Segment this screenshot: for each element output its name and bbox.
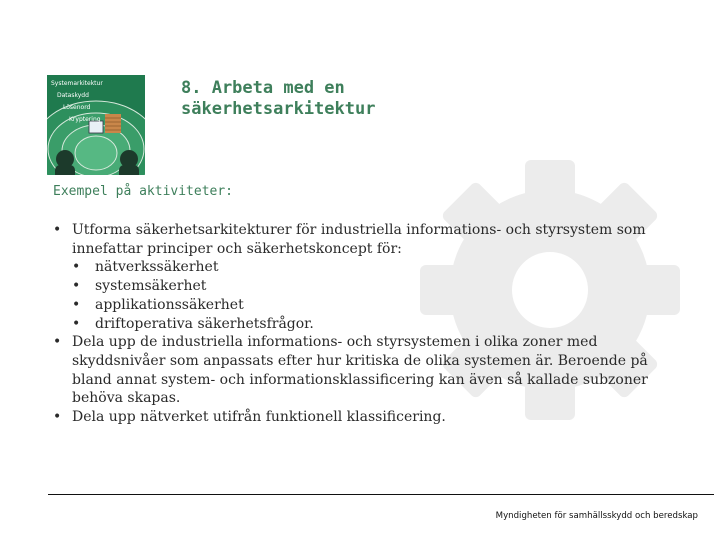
slide-title-line2: säkerhetsarkitektur	[181, 99, 376, 119]
footer-divider	[48, 494, 714, 495]
activities-subheading: Exempel på aktiviteter:	[53, 184, 234, 199]
footer-agency-name: Myndigheten för samhällsskydd och beredskap	[495, 511, 698, 521]
ring-label: Systemarkitektur	[51, 80, 103, 87]
ring-label: Lösenord	[63, 104, 91, 111]
security-concept-item: • driftoperativa säkerhetsfrågor.	[72, 315, 673, 334]
security-concept-item: • systemsäkerhet	[72, 277, 673, 296]
activity-item: • Dela upp de industriella informations- och styrsystemen i olika zoner med skyddsnivåer som anpassats efter hur kritiska de olika systemen är. Beroende på bland annat system- och informationsklassificering kan även så kallade subzoner behöva skapas.	[53, 333, 673, 408]
slide-title	[181, 78, 481, 120]
activity-item-text: Utforma säkerhetsarkitekturer för industriella informations- och styrsystem som innefattar principer och säkerhetskoncept för:	[72, 222, 646, 257]
activity-item: • Dela upp nätverket utifrån funktionell klassificering.	[53, 408, 673, 427]
activity-item	[53, 221, 673, 333]
security-layers-thumbnail	[47, 75, 145, 175]
security-concept-item: • applikationssäkerhet	[72, 296, 673, 315]
security-concept-item: • nätverkssäkerhet	[72, 258, 673, 277]
ring-label: Kryptering	[69, 116, 101, 123]
activities-content	[53, 221, 673, 427]
ring-label: Dataskydd	[57, 92, 89, 99]
slide-title-line1: 8. Arbeta med en	[181, 78, 345, 98]
security-concept-list	[72, 258, 673, 333]
activity-list	[53, 221, 673, 427]
